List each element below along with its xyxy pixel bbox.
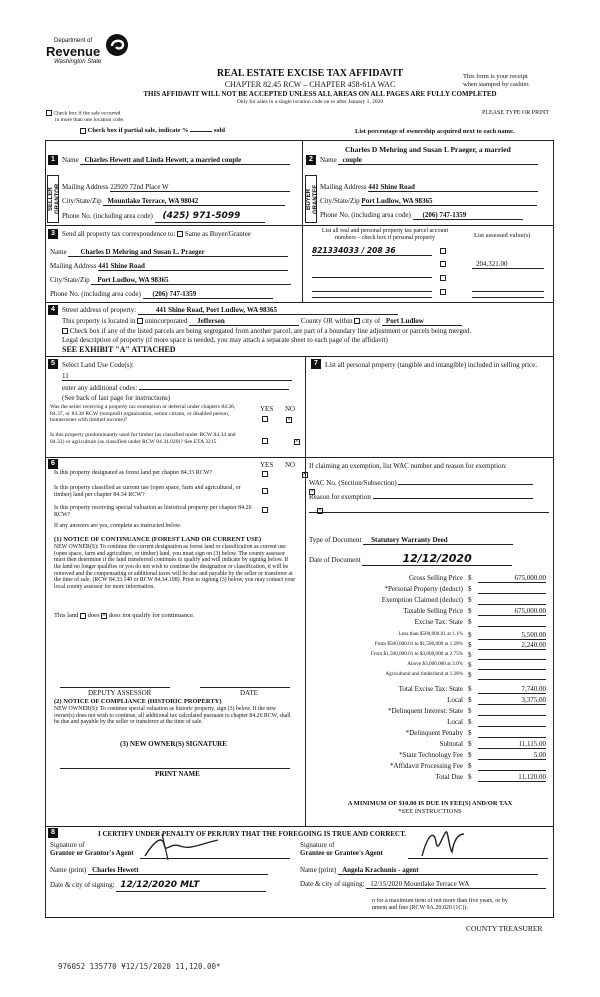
grantor-date-value[interactable]: 12/12/2020 MLT xyxy=(116,880,266,892)
section6-question-1: Is this property designated as forest land per chapter 84.33 RCW? xyxy=(54,470,213,476)
tax-total-value[interactable] xyxy=(478,762,546,771)
tax-total-value[interactable]: 11,120.00 xyxy=(478,773,546,782)
wac-label: WAC No. (Section/Subsection) xyxy=(309,479,397,487)
buyer-city-value[interactable]: Port Ludlow, WA 98365 xyxy=(361,197,537,206)
section-7-number: 7 xyxy=(311,359,321,369)
grantee-print-row xyxy=(300,866,538,875)
reason-field[interactable] xyxy=(373,492,533,499)
doc-type-row xyxy=(309,536,513,545)
notice1-title: (1) NOTICE OF CONTINUANCE (FOREST LAND OR CURRENT USE) xyxy=(54,536,262,543)
grantor-print-row xyxy=(50,866,268,875)
seller-name-label: Name xyxy=(62,156,79,164)
new-owner-signature-label: (3) NEW OWNER(S) SIGNATURE xyxy=(120,740,227,748)
assessed-value-2[interactable] xyxy=(472,284,544,292)
buyer-name-line1[interactable]: Charles D Mehring and Susan L Praeger, a married xyxy=(345,145,511,154)
tax-row-value[interactable] xyxy=(478,618,546,627)
section5-yes-header: YES xyxy=(260,405,274,413)
tax-row-value[interactable] xyxy=(478,585,546,594)
buyer-name-row xyxy=(320,156,550,165)
city-value[interactable]: Port Ludlow xyxy=(382,317,462,326)
located-in-row xyxy=(62,317,552,326)
partial-sold-label: sold xyxy=(213,127,226,134)
buyer-city-label: City/State/Zip xyxy=(320,197,360,205)
tax-total-currency: $ xyxy=(468,707,472,715)
grantee-signature-label-1: Signature of xyxy=(300,841,335,849)
grantee-date-label: Date & city of signing: xyxy=(300,880,365,888)
tax-row-currency: $ xyxy=(468,585,472,593)
tax-bracket-label: From $1,500,000.01 to $3,000,000 at 2.75% xyxy=(370,651,463,657)
grantor-date-label: Date & city of signing: xyxy=(50,881,115,889)
receipt-note-line2: when stamped by cashier. xyxy=(463,80,530,88)
grantee-signature-label xyxy=(300,841,383,858)
assessed-value-1[interactable]: 204,321.00 xyxy=(472,260,544,269)
reason-row xyxy=(309,492,533,501)
tax-row-label: Gross Selling Price xyxy=(408,574,463,582)
buyer-side-label: BUYER GRANTEE xyxy=(305,175,317,223)
section6-if-yes: If any answers are yes, complete as instructed below. xyxy=(54,523,182,529)
legal-description-label: Legal description of property (if more space is needed, you may attach a separate sheet to each page of the affidavit) xyxy=(62,336,388,344)
unincorporated-checkbox[interactable] xyxy=(137,318,143,324)
this-land-row xyxy=(54,612,195,620)
tax-row-label: *Personal Property (deduct) xyxy=(384,585,463,593)
wac-field[interactable] xyxy=(398,478,533,485)
tax-total-value[interactable] xyxy=(478,729,546,738)
grantee-print-name[interactable]: Angela Krachunis - agent xyxy=(338,866,538,875)
parcel-number-3[interactable] xyxy=(312,284,432,292)
tax-row-currency: $ xyxy=(468,618,472,626)
additional-codes-row xyxy=(62,383,289,392)
seller-name-row xyxy=(62,156,298,165)
seller-city-row xyxy=(62,197,298,206)
tax-total-value[interactable] xyxy=(478,718,546,727)
seller-city-value[interactable]: Mountlake Terrace, WA 98042 xyxy=(103,197,285,206)
tax-total-label: *Delinquent Penalty xyxy=(405,729,463,737)
buyer-name-label: Name xyxy=(320,156,337,164)
tax-row-label: Taxable Selling Price xyxy=(403,607,463,615)
buyer-city-row xyxy=(320,197,550,206)
grantor-signature-label xyxy=(50,841,134,858)
tax-bracket-currency: $ xyxy=(468,631,472,639)
tax-bracket-currency: $ xyxy=(468,651,472,659)
tax-total-value[interactable]: 3,375.00 xyxy=(478,696,546,705)
land-use-label: Select Land Use Code(s): xyxy=(62,361,134,369)
tax-total-value[interactable] xyxy=(478,707,546,716)
grantee-date-value[interactable]: 12/15/2020 Mountlake Terrace WA xyxy=(366,880,546,889)
buyer-phone-row xyxy=(320,211,550,220)
tax-row-currency: $ xyxy=(468,596,472,604)
partial-percent-field[interactable] xyxy=(190,131,212,132)
section6-question-2: Is this property classified as current use (open space, farm and agricultural, or timber) land per chapter 84.34 RCW? xyxy=(54,485,241,499)
tax-total-value[interactable]: 5.00 xyxy=(478,751,546,760)
does-not-qualify-checkbox[interactable] xyxy=(101,613,107,619)
parcel-1-personal-checkbox[interactable] xyxy=(440,248,446,254)
tax-total-currency: $ xyxy=(468,729,472,737)
section5-q2-yes-checkbox[interactable] xyxy=(262,438,268,444)
tax-total-label: *Affidavit Processing Fee xyxy=(390,762,463,770)
seller-phone-label: Phone No. (including area code) xyxy=(62,212,153,220)
notice1-body: NEW OWNER(S): To continue the current designation as forest land or classification as current use (open space, farm and agriculture, or timber) land, you must sign on (3) below. The county assessor must then determine if the land transferred continues to qualify and will indicate by signing below. If the land no longer qualifies or you do not wish to continue the designation or classification, it will be removed and the compensating or additional taxes will be due and payable by the seller or transferor at the time of sale. (RCW 84.33.140 or RCW 84.34.108). Prior to signing (3) below, you may contact your local county assessor for more information. xyxy=(54,544,296,590)
cashier-stamp: 976052 135770 ¥12/15/2020 11,120.00* xyxy=(58,962,221,971)
buyer-mailing-row xyxy=(320,183,550,192)
form-warning: THIS AFFIDAVIT WILL NOT BE ACCEPTED UNLESS ALL AREAS ON ALL PAGES ARE FULLY COMPLETED xyxy=(143,90,497,98)
exemption-claim-label: If claiming an exemption, list WAC number and reason for exemption: xyxy=(309,462,507,470)
parcel-number-1[interactable]: 821334033 / 208 36 xyxy=(312,246,432,256)
doc-date-row xyxy=(309,552,512,566)
section-1-number: 1 xyxy=(48,155,58,165)
tax-total-label: *Delinquent Interest: State xyxy=(387,707,463,715)
multiple-location-label-1: Check box if the sale occurred xyxy=(53,110,121,117)
correspondence-phone-row xyxy=(50,290,273,299)
perjury-note xyxy=(372,898,508,912)
dor-logo xyxy=(40,32,140,70)
section5-question-2: Is this property predominantly used for timber (as classified under RCW 84.34 and 84.33) or agriculture (as classified under RCW 84.34.020)? See ETA 3215 xyxy=(50,432,236,445)
tax-total-value[interactable]: 7,740.00 xyxy=(478,685,546,694)
section6-yes-header: YES xyxy=(260,461,274,469)
certify-statement: I CERTIFY UNDER PENALTY OF PERJURY THAT THE FOREGOING IS TRUE AND CORRECT. xyxy=(98,830,407,838)
multiple-location-checkbox[interactable] xyxy=(46,110,52,116)
section5-q1-no-checkbox[interactable] xyxy=(286,417,292,423)
tax-total-label: *State Technology Fee xyxy=(399,751,463,759)
parcel-number-2[interactable] xyxy=(312,270,432,278)
does-not-qualify-label: does not qualify for continuance. xyxy=(108,612,195,619)
tax-row-value[interactable]: 675,000.00 xyxy=(478,574,546,583)
tax-total-label: Local xyxy=(447,696,463,704)
grantee-print-label: Name (print) xyxy=(300,866,337,874)
street-address-row xyxy=(62,306,398,315)
print-name-label: PRINT NAME xyxy=(155,770,200,778)
section-6-number: 6 xyxy=(48,459,58,469)
tax-total-label: Total Excise Tax: State xyxy=(398,685,463,693)
tax-bracket-label: Less than $500,000.01 at 1.1% xyxy=(398,631,463,637)
notice2-title: (2) NOTICE OF COMPLIANCE (HISTORIC PROPERTY) xyxy=(54,698,222,705)
tax-bracket-label: Agricultural and timberland at 1.28% xyxy=(385,671,463,677)
tax-bracket-currency: $ xyxy=(468,641,472,649)
tax-total-currency: $ xyxy=(468,740,472,748)
tax-bracket-value[interactable] xyxy=(478,651,546,660)
grantor-date-row xyxy=(50,880,266,892)
list-percentage-note: List percentage of ownership acquired next to each name. xyxy=(355,128,515,135)
tax-bracket-label: From $500,000.01 to $1,500,000 at 1.28% xyxy=(374,641,463,647)
section6-q2-yes-checkbox[interactable] xyxy=(262,488,268,494)
parcel-3-personal-checkbox[interactable] xyxy=(440,275,446,281)
logo-revenue-text: Revenue xyxy=(46,44,101,59)
section-2-number: 2 xyxy=(306,155,316,165)
tax-row-label: Excise Tax: State xyxy=(414,618,463,626)
section5-q1-yes-checkbox[interactable] xyxy=(262,416,268,422)
grantee-date-row xyxy=(300,880,546,889)
correspondence-name-label: Name xyxy=(50,248,67,256)
see-exhibit-text: SEE EXHIBIT "A" ATTACHED xyxy=(62,345,176,354)
assessor-date-label: DATE xyxy=(240,689,258,697)
deputy-assessor-label: DEPUTY ASSESSOR xyxy=(88,689,152,697)
grantee-signature-label-2: Grantee or Grantee's Agent xyxy=(300,849,383,858)
buyer-mailing-value[interactable]: 441 Shine Road xyxy=(368,183,538,192)
doc-type-value[interactable]: Statutory Warranty Deed xyxy=(363,536,513,545)
county-value[interactable]: Jefferson xyxy=(189,317,299,326)
street-address-label: Street address of property: xyxy=(62,306,137,314)
city-of-checkbox[interactable] xyxy=(354,318,360,324)
correspondence-mailing-row xyxy=(50,262,288,271)
receipt-note xyxy=(463,73,563,89)
same-as-buyer-label: Same as Buyer/Grantee xyxy=(184,230,251,238)
boundary-row xyxy=(62,327,552,335)
parcel-4-personal-checkbox[interactable] xyxy=(440,289,446,295)
tax-total-label: Local xyxy=(447,718,463,726)
correspondence-phone-value[interactable]: (206) 747-1359 xyxy=(143,290,273,299)
seller-phone-row xyxy=(62,211,298,223)
grantor-signature-label-1: Signature of xyxy=(50,841,85,849)
section6-q1-no-checkbox[interactable] xyxy=(302,472,308,478)
section-5-number: 5 xyxy=(48,359,58,369)
buyer-mailing-label: Mailing Address xyxy=(320,183,367,191)
seller-mailing-label: Mailing Address xyxy=(62,183,109,191)
tax-total-currency: $ xyxy=(468,762,472,770)
correspondence-phone-label: Phone No. (including area code) xyxy=(50,290,141,298)
section6-no-header: NO xyxy=(285,461,296,469)
correspondence-row xyxy=(62,230,251,238)
seller-phone-value[interactable]: (425) 971-5099 xyxy=(155,211,265,223)
type-or-print-note: PLEASE TYPE OR PRINT xyxy=(482,110,550,116)
seller-city-label: City/State/Zip xyxy=(62,197,102,205)
tax-bracket-value[interactable] xyxy=(478,661,546,670)
perjury-note-line1: n for a maximum term of not more than five years, or by xyxy=(372,898,508,904)
logo-state-text: Washington State xyxy=(54,59,102,65)
seller-mailing-row xyxy=(62,183,298,192)
tax-bracket-value[interactable]: 5,500.00 xyxy=(478,631,546,640)
seller-name-value[interactable]: Charles Hewett and Linda Hewett, a married couple xyxy=(80,156,290,165)
section5-no-header: NO xyxy=(285,405,296,413)
tax-row-label: Exemption Claimed (deduct) xyxy=(381,596,463,604)
grantor-signature-label-2: Grantor or Grantor's Agent xyxy=(50,849,134,858)
personal-property-label: List all personal property (tangible and intangible) included in selling price. xyxy=(325,361,538,369)
same-as-buyer-checkbox[interactable] xyxy=(177,231,183,237)
tax-total-label: Total Due xyxy=(435,773,463,781)
multiple-location-label-2: in more than one location code. xyxy=(55,116,125,123)
does-qualify-checkbox[interactable] xyxy=(80,613,86,619)
tax-bracket-currency: $ xyxy=(468,661,472,669)
parcel-number-4[interactable] xyxy=(312,297,432,298)
city-of-label: city of xyxy=(362,317,381,325)
minimum-fee-note: A MINIMUM OF $10.00 IS DUE IN FEE(S) AND/OR TAX xyxy=(347,800,513,807)
wac-row xyxy=(309,478,533,487)
this-land-label: This land xyxy=(54,612,79,619)
parcel-heading-line2: numbers – check box if personal property xyxy=(335,235,435,242)
additional-codes-label: enter any additional codes: xyxy=(62,384,138,392)
grantor-print-name[interactable]: Charles Hewett xyxy=(88,866,268,875)
assessed-heading: List assessed value(s) xyxy=(474,232,531,239)
parcel-2-personal-checkbox[interactable] xyxy=(440,261,446,267)
tax-total-label: Subtotal xyxy=(439,740,463,748)
located-in-label: This property is located in xyxy=(62,317,136,325)
county-treasurer-label: COUNTY TREASURER xyxy=(466,924,543,933)
multiple-location-checkbox-row xyxy=(46,110,124,123)
correspondence-name-row xyxy=(50,248,288,257)
logo-swirl-icon xyxy=(104,32,130,58)
tax-row-currency: $ xyxy=(468,574,472,582)
form-only-for: Only for sales in a single location code on or after January 1, 2020 xyxy=(236,99,384,105)
reason-label: Reason for exemption xyxy=(309,493,371,501)
section6-q1-yes-checkbox[interactable] xyxy=(262,471,268,477)
section-4-number: 4 xyxy=(48,305,58,315)
tax-bracket-value[interactable] xyxy=(478,671,546,680)
grantee-signature-image[interactable] xyxy=(418,828,468,860)
unincorporated-label: unincorporated xyxy=(144,317,188,325)
correspondence-city-label: City/State/Zip xyxy=(50,276,90,284)
partial-sale-row xyxy=(80,127,225,135)
seller-mailing-value[interactable]: 22920 72nd Place W xyxy=(110,183,290,192)
section5-q2-no-checkbox[interactable] xyxy=(294,439,300,445)
tax-row-value[interactable]: 675,000.00 xyxy=(478,607,546,616)
doc-date-value[interactable]: 12/12/2020 xyxy=(362,552,512,566)
county-label: County OR within xyxy=(300,317,353,325)
section-8-number: 8 xyxy=(48,828,58,838)
correspondence-mailing-label: Mailing Address xyxy=(50,262,97,270)
tax-total-currency: $ xyxy=(468,696,472,704)
seller-side-label: SELLER GRANTOR xyxy=(47,175,59,223)
receipt-note-line1: This form is your receipt xyxy=(463,73,528,80)
tax-bracket-value[interactable]: 2,240.00 xyxy=(478,641,546,650)
tax-total-currency: $ xyxy=(468,718,472,726)
doc-type-label: Type of Document xyxy=(309,536,362,544)
tax-total-currency: $ xyxy=(468,685,472,693)
assessed-value-3[interactable] xyxy=(472,297,544,298)
tax-bracket-currency: $ xyxy=(468,671,472,679)
street-address-value[interactable]: 441 Shine Road, Port Ludlow, WA 98365 xyxy=(138,306,398,315)
parcel-heading-line1: List all real and personal property tax parcel account xyxy=(321,228,449,234)
boundary-label: Check box if any of the listed parcels are being segregated from another parcel, are part of a boundary line adjustment or parcels being merged. xyxy=(69,327,472,335)
correspondence-city-value[interactable]: Port Ludlow, WA 98365 xyxy=(91,276,291,285)
tax-bracket-label: Above $3,000,000 at 3.0% xyxy=(407,661,463,667)
does-qualify-label: does xyxy=(87,612,100,619)
correspondence-heading: Send all property tax correspondence to: xyxy=(62,230,176,238)
buyer-name-line2[interactable]: couple xyxy=(338,156,538,165)
buyer-phone-value[interactable]: (206) 747-1359 xyxy=(413,211,523,220)
tax-row-currency: $ xyxy=(468,607,472,615)
parcel-heading xyxy=(306,228,464,242)
correspondence-city-row xyxy=(50,276,291,285)
grantor-print-label: Name (print) xyxy=(50,866,87,874)
buyer-phone-label: Phone No. (including area code) xyxy=(320,211,411,219)
land-use-code-value[interactable]: 11 xyxy=(62,372,292,381)
notice2-body: NEW OWNER(S): To continue special valuation as historic property, sign (3) below. If the new owner(s) does not wish to continue, all additional tax calculated pursuant to chapter 84.26 RCW, shall be due and payable by the seller or transferor at the time of sale. xyxy=(54,706,291,726)
section5-question-1: Was the seller receiving a property tax exemption or deferral under chapters 84.36, 84.37, or 84.38 RCW (nonprofit organization, senior citizen, or disabled person, homeowner with limited income)? xyxy=(50,404,236,424)
form-title: REAL ESTATE EXCISE TAX AFFIDAVIT xyxy=(216,68,404,79)
section-3-number: 3 xyxy=(48,229,58,239)
additional-codes-field[interactable] xyxy=(139,383,289,390)
see-instructions-note: *SEE INSTRUCTIONS xyxy=(398,808,462,815)
partial-sale-label: Check box if partial sale, indicate % xyxy=(87,127,189,134)
correspondence-mailing-value[interactable]: 441 Shine Road xyxy=(98,262,288,271)
partial-sale-checkbox[interactable] xyxy=(80,128,86,134)
section6-q3-yes-checkbox[interactable] xyxy=(262,507,268,513)
see-back-note: (See back of last page for instructions) xyxy=(62,394,171,402)
tax-total-value[interactable]: 11,115.00 xyxy=(478,740,546,749)
boundary-checkbox[interactable] xyxy=(62,328,68,334)
section6-question-3: Is this property receiving special valuation as historical property per chapter 84.26 RCW? xyxy=(54,505,252,519)
correspondence-name-value[interactable]: Charles D Mehring and Susan L. Praeger xyxy=(68,248,288,257)
perjury-note-line2: nment and fine (RCW 9A.20.020 (1C)). xyxy=(372,905,468,912)
logo-department-text: Department of xyxy=(54,38,93,44)
tax-total-currency: $ xyxy=(468,773,472,781)
tax-row-value[interactable] xyxy=(478,596,546,605)
doc-date-label: Date of Document xyxy=(309,556,361,564)
tax-total-currency: $ xyxy=(468,751,472,759)
form-chapter: CHAPTER 82.45 RCW – CHAPTER 458-61A WAC xyxy=(224,80,396,89)
